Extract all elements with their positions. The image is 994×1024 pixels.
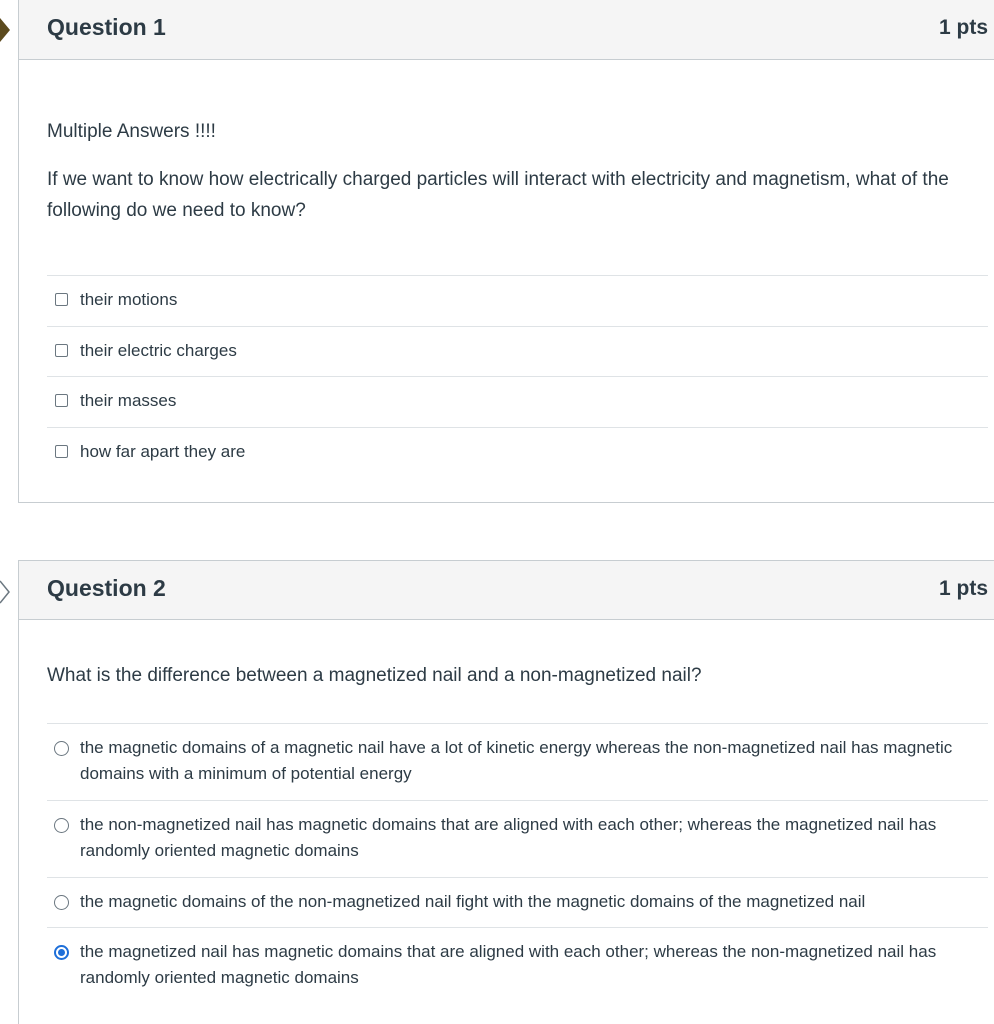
question-title: Question 1 [47,14,166,40]
question-prompt: If we want to know how electrically charged particles will interact with electricity and magnetism, what of the following do we need to know? [47,169,949,221]
answer-option[interactable] [47,326,988,377]
checkbox[interactable] [55,344,68,357]
answer-option[interactable] [47,877,988,927]
answer-option[interactable] [47,427,988,478]
checkbox[interactable] [55,293,68,306]
answer-label: the magnetic domains of a magnetic nail have a lot of kinetic energy whereas the non-magnetized nail has magnetic domains with a minimum of potential energy [80,738,953,783]
radio-button[interactable] [54,895,69,910]
question-1 [18,0,994,503]
answer-label: their motions [80,290,178,309]
answer-label: the magnetic domains of the non-magnetized nail fight with the magnetic domains of the magnetized nail [80,892,866,911]
answer-list [47,275,988,477]
checkbox[interactable] [55,445,68,458]
answer-list [47,723,988,1004]
answer-option[interactable] [47,723,988,800]
answer-option[interactable] [47,800,988,877]
answer-label: their electric charges [80,340,237,360]
answer-option-selected[interactable] [47,927,988,1004]
answer-option[interactable] [47,275,988,326]
question-points: 1 pts [938,16,988,39]
radio-button[interactable] [54,741,69,756]
question-points: 1 pts [938,577,988,600]
radio-button-selected[interactable] [54,945,69,960]
answer-label: the non-magnetized nail has magnetic domains that are aligned with each other; whereas the magnetized nail has randomly oriented magnetic domains [80,815,937,860]
question-2 [18,560,994,1024]
answer-label: how far apart they are [80,441,246,461]
answer-option[interactable] [47,376,988,427]
answer-label: the magnetized nail has magnetic domains that are aligned with each other; whereas the non-magnetized nail has randomly oriented magnetic domains [80,942,937,987]
flag-filled-icon[interactable] [0,18,10,42]
question-header [19,0,994,60]
radio-button[interactable] [54,818,69,833]
flag-outline-icon[interactable] [0,580,10,604]
question-header [19,561,994,620]
question-intro: Multiple Answers !!!! [47,121,216,142]
checkbox[interactable] [55,394,68,407]
question-title: Question 2 [47,575,166,601]
question-prompt: What is the difference between a magnetized nail and a non-magnetized nail? [47,665,702,686]
answer-label: their masses [80,391,177,410]
